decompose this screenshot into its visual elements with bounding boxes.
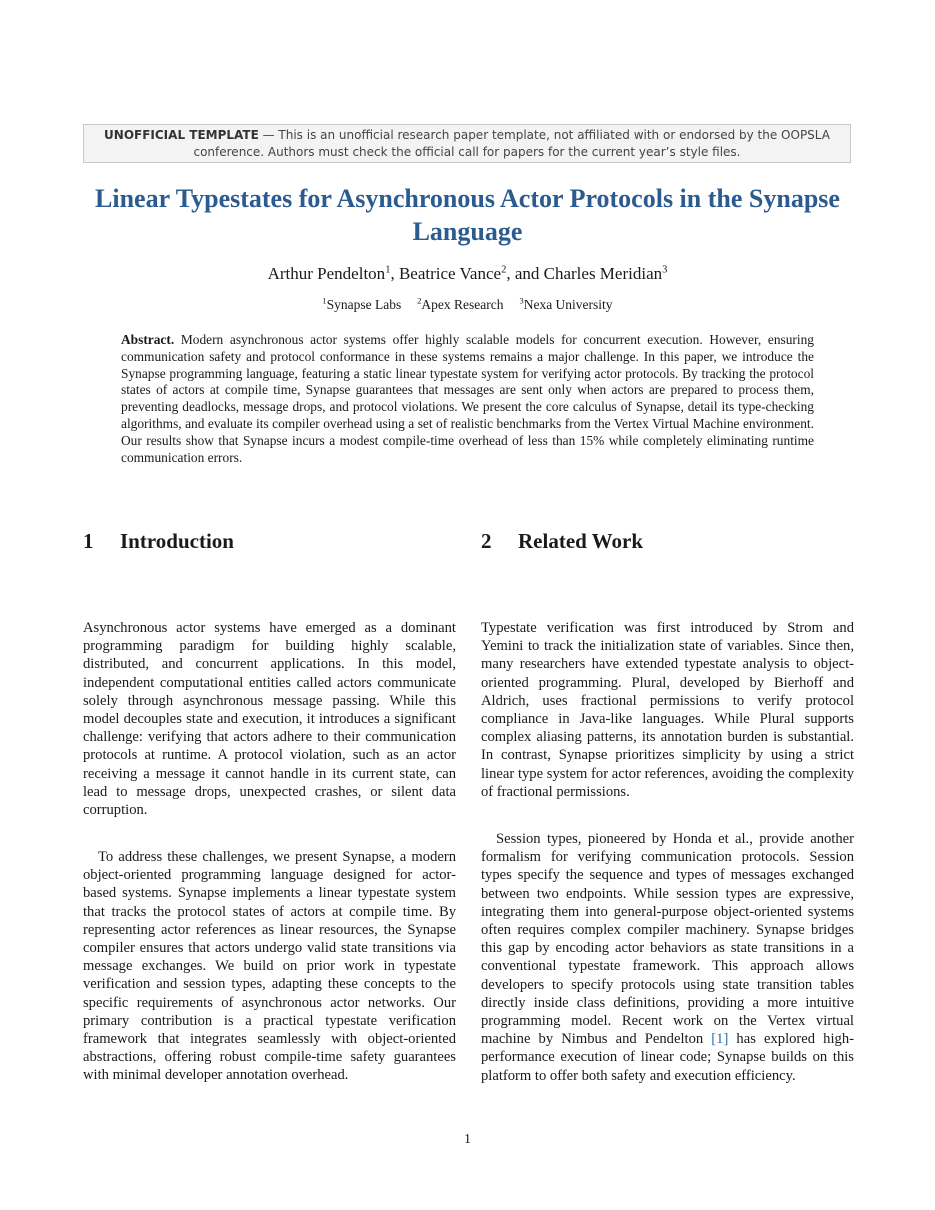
author-affil-mark: 1 — [385, 264, 391, 276]
author-affil-mark: 2 — [501, 264, 507, 276]
author-list — [60, 263, 875, 285]
affiliation-name: Apex Research — [421, 297, 504, 312]
related-paragraph-2 — [481, 830, 854, 1085]
intro-paragraph-2: To address these challenges, we present Synapse, a modern object-oriented programming language designed for actor-based systems. Synapse implements a linear typestate system that tracks the protocol states of actors at compile time. By representing actor references as linear resources, the Synapse compiler ensures that actors undergo valid state transitions via message exchanges. We build on prior work in typestate verification and session types, adapting these concepts to the specific requirements of asynchronous actor networks. Our primary contribution is a practical typestate verification framework that integrates seamlessly with object-oriented abstractions, offering robust compile-time safety guarantees with minimal developer annotation overhead. — [83, 849, 456, 1084]
notice-text: — This is an unofficial research paper template, not affiliated with or endorsed by the OOPSLA conference. Authors must check the official call for papers for the current year’s style files. — [193, 128, 830, 159]
author-name: Beatrice Vance — [398, 264, 502, 283]
unofficial-template-notice — [83, 124, 851, 163]
author-affil-mark: 3 — [662, 264, 668, 276]
related-paragraph-2-text: Session types, pioneered by Honda et al., provide another formalism for verifying communication protocols. Session types specify the sequence and types of messages exchanged between two endpoints. While session types are expressive, integrating them into general-purpose object-oriented systems often requires complex compiler machinery. Synapse bridges this gap by encoding actor behaviors as state transitions in a conventional typestate framework. This approach allows developers to specify protocols using state transition tables directly inside class definitions, providing a more intuitive programming model. Recent work on the Vertex virtual machine by Nimbus and Pendelton — [481, 831, 854, 1048]
author-separator: , — [390, 264, 399, 283]
affiliation-list — [60, 296, 875, 314]
abstract-label: Abstract. — [121, 332, 175, 347]
affiliation-name: Nexa University — [523, 297, 613, 312]
affiliation-mark: 2 — [417, 296, 422, 306]
section-title: Introduction — [120, 529, 234, 553]
abstract — [121, 332, 814, 466]
section-heading-related-work — [481, 528, 643, 554]
affiliation — [322, 297, 401, 312]
affiliation — [417, 297, 503, 312]
author-name: Charles Meridian — [543, 264, 663, 283]
affiliation-name: Synapse Labs — [326, 297, 402, 312]
affiliation — [520, 297, 613, 312]
affiliation-mark: 3 — [519, 296, 524, 306]
abstract-text: Modern asynchronous actor systems offer highly scalable models for concurrent execution. However, ensuring communication safety and protocol conformance in these systems remains a major challenge. In this paper, we introduce the Synapse programming language, featuring a static linear typestate system for verifying actor protocols. By tracking the protocol states of actors at compile time, Synapse guarantees that messages are sent only when actors are prepared to process them, preventing deadlocks, message drops, and protocol violations. We present the core calculus of Synapse, detail its type-checking algorithms, and evaluate its compiler overhead using a set of realistic benchmarks from the Vertex Virtual Machine environment. Our results show that Synapse incurs a modest compile-time overhead of less than 15% while completely eliminating runtime communication errors. — [121, 332, 814, 465]
page-number: 1 — [464, 1132, 471, 1147]
author-name: Arthur Pendelton — [267, 264, 386, 283]
intro-paragraph-1: Asynchronous actor systems have emerged as a dominant programming paradigm for building highly scalable, distributed, and concurrent applications. In this model, independent computational entities called actors communicate solely through asynchronous message passing. While this model decouples state and execution, it introduces a significant challenge: verifying that actors adhere to their communication protocols at runtime. A protocol violation, such as an actor receiving a message it cannot handle in its current state, can lead to message drops, unexpected crashes, or silent data corruption. — [83, 620, 456, 819]
section-title: Related Work — [518, 529, 644, 553]
paper-title: Linear Typestates for Asynchronous Actor Protocols in the Synapse Language — [95, 184, 840, 246]
section-number: 2 — [481, 529, 492, 553]
related-paragraph-2-text-end: has explored high-performance execution of linear code; Synapse builds on this platform to offer both safety and execution efficiency. — [481, 1031, 854, 1084]
citation-link[interactable]: [1] — [711, 1031, 729, 1048]
section-heading-introduction — [83, 528, 234, 554]
section-number: 1 — [83, 529, 94, 553]
affiliation-mark: 1 — [322, 296, 327, 306]
related-paragraph-1: Typestate verification was first introduced by Strom and Yemini to track the initialization state of variables. Since then, many researchers have extended typestate analysis to object-oriented programming. Plural, developed by Bierhoff and Aldrich, uses fractional permissions to verify protocol compliance in Java-like languages. While Plural supports complex aliasing patterns, its annotation burden is substantial. In contrast, Synapse prioritizes simplicity by using a strict linear type system for actor references, avoiding the complexity of fractional permissions. — [481, 620, 854, 800]
notice-label: UNOFFICIAL TEMPLATE — [104, 128, 259, 142]
author-separator: , and — [506, 264, 544, 283]
